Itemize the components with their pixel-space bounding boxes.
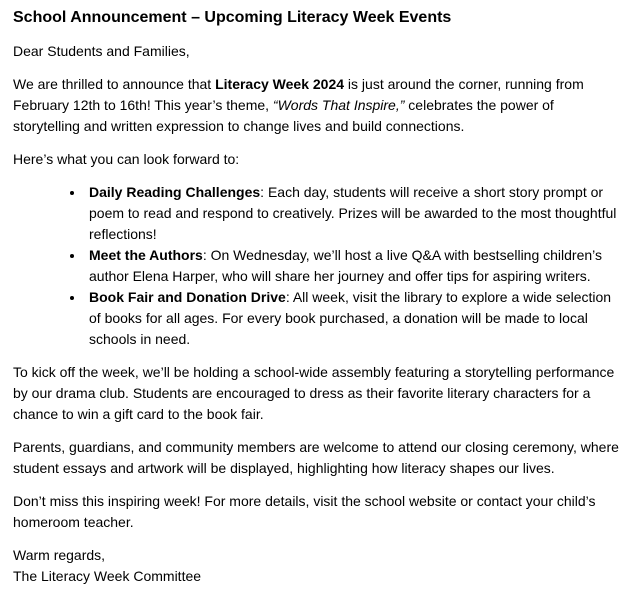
signoff [13, 545, 621, 587]
list-item [85, 182, 621, 245]
intro-text-3: celebrates the power of storytelling and written expression to change lives and build connections. [13, 97, 554, 134]
document-title: School Announcement – Upcoming Literacy Week Events [13, 9, 452, 26]
bullet-lead: Book Fair and Donation Drive [89, 289, 286, 305]
intro-italic-theme: “Words That Inspire,” [272, 97, 405, 113]
bullet-body: : All week, visit the library to explore a wide selection of books for all ages. For every book purchased, a donation will be made to local schools in need. [89, 289, 612, 347]
closing-paragraph: Don’t miss this inspiring week! For more details, visit the school website or contact your child’s homeroom teacher. [13, 493, 596, 530]
signoff-committee: The Literacy Week Committee [13, 568, 202, 584]
list-item [85, 287, 621, 350]
intro-bold-event-name: Literacy Week 2024 [215, 76, 345, 92]
intro-text-1: We are thrilled to announce that [13, 76, 216, 92]
signoff-warm-regards: Warm regards, [13, 547, 106, 563]
assembly-paragraph: To kick off the week, we’ll be holding a school-wide assembly featuring a storytelling performance by our drama club. Students are encouraged to dress as their favorite literary characters for a chance to win a gift card to the book fair. [13, 364, 615, 422]
intro-text-2: is just around the corner, running from February 12th to 16th! This year’s theme, [13, 76, 584, 113]
bullet-lead: Daily Reading Challenges [89, 184, 261, 200]
list-item [85, 245, 621, 287]
salutation: Dear Students and Families, [13, 43, 190, 59]
events-list [13, 182, 621, 350]
bullet-lead: Meet the Authors [89, 247, 203, 263]
parents-paragraph: Parents, guardians, and community members are welcome to attend our closing ceremony, where student essays and artwork will be displayed, highlighting how literacy shapes our lives. [13, 439, 619, 476]
bullet-body: : On Wednesday, we’ll host a live Q&A with bestselling children’s author Elena Harper, who will share her journey and offer tips for aspiring writers. [89, 247, 603, 284]
bullet-body: : Each day, students will receive a short story prompt or poem to read and respond to creatively. Prizes will be awarded to the most thoughtful reflections! [89, 184, 617, 242]
list-intro: Here’s what you can look forward to: [13, 151, 240, 167]
intro-paragraph [13, 74, 621, 137]
